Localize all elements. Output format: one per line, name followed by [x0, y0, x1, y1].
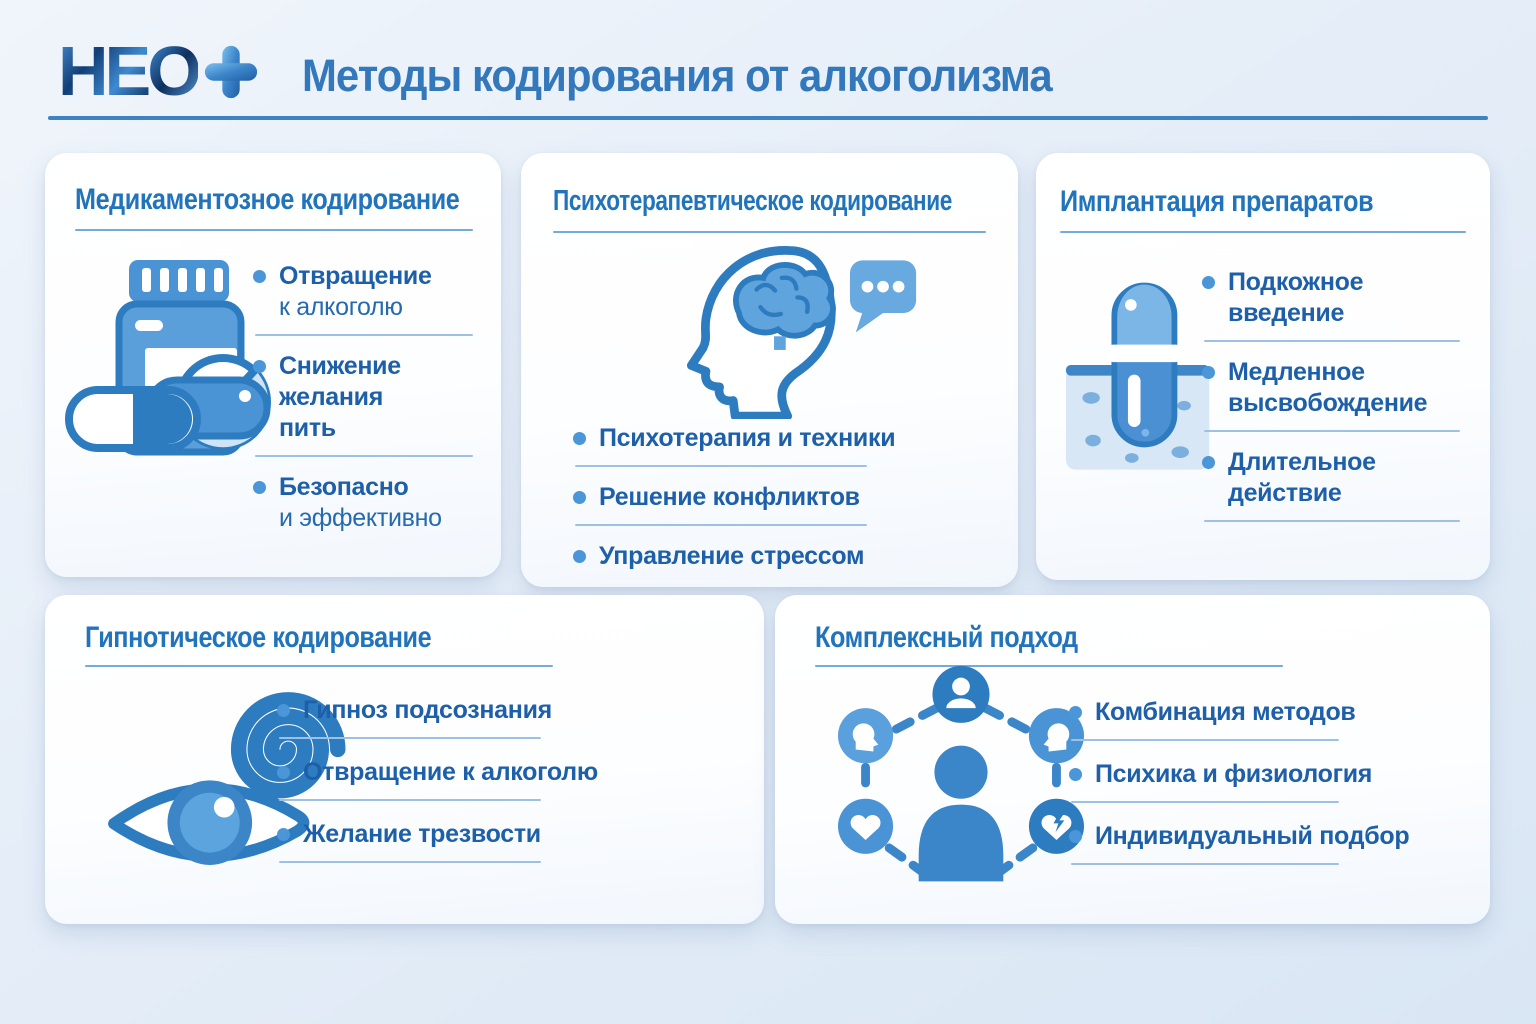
implant-capsule-icon [1064, 247, 1219, 487]
item-line: Комбинация методов [1095, 698, 1356, 726]
list-item [1069, 697, 1469, 728]
item-line: Управление стрессом [599, 542, 865, 570]
bullet-dot-icon [1069, 830, 1082, 843]
item-divider [1071, 863, 1339, 865]
bullet-list [573, 423, 973, 572]
list-item [277, 757, 717, 788]
item-line: Отвращение к алкоголю [303, 758, 598, 786]
logo-neo-text: НЕО [58, 32, 198, 110]
item-line: Психика и физиология [1095, 760, 1373, 788]
item-line: Индивидуальный подбор [1095, 822, 1410, 850]
list-item [1202, 357, 1482, 419]
item-line: Подкожное введение [1228, 268, 1364, 327]
list-item [1202, 267, 1482, 329]
bullet-dot-icon [573, 432, 586, 445]
item-line: Безопасно [279, 473, 409, 501]
item-line: пить [279, 414, 336, 442]
header-divider [48, 116, 1488, 120]
bullet-dot-icon [277, 704, 290, 717]
item-line: высвобождение [1228, 389, 1428, 417]
item-line: Решение конфликтов [599, 483, 860, 511]
card-title: Имплантация препаратов [1060, 185, 1374, 218]
list-item [277, 819, 717, 850]
item-line: Снижение желания [279, 352, 401, 411]
item-line: Гипноз подсознания [303, 696, 552, 724]
bullet-dot-icon [253, 270, 266, 283]
bullet-dot-icon [253, 360, 266, 373]
bullet-dot-icon [1202, 366, 1215, 379]
card-title: Комплексный подход [815, 621, 1078, 654]
item-divider [279, 861, 541, 863]
pill-bottle-icon [63, 249, 278, 469]
bullet-dot-icon [573, 550, 586, 563]
item-line: Длительное действие [1228, 448, 1376, 507]
bullet-dot-icon [1069, 768, 1082, 781]
bullet-list [1069, 697, 1469, 883]
list-item [253, 351, 493, 444]
item-divider [255, 455, 473, 457]
card-psychotherapy-coding [521, 153, 1018, 587]
list-item [1069, 821, 1469, 852]
card-medication-coding [45, 153, 501, 577]
card-hypnotic-coding [45, 595, 764, 924]
item-divider [1204, 520, 1460, 522]
item-divider [255, 334, 473, 336]
brand-logo [58, 32, 260, 110]
bullet-dot-icon [253, 481, 266, 494]
item-divider [575, 465, 867, 467]
card-title: Медикаментозное кодирование [75, 183, 460, 216]
list-item [1202, 447, 1482, 509]
page-title: Методы кодирования от алкоголизма [302, 50, 1052, 101]
card-drug-implantation [1036, 153, 1490, 580]
item-line: Психотерапия и техники [599, 424, 896, 452]
logo-plus-icon [202, 43, 260, 106]
list-item [277, 695, 717, 726]
item-divider [1204, 340, 1460, 342]
head-brain-speech-icon [626, 239, 926, 424]
item-line: Желание трезвости [303, 820, 541, 848]
item-divider [575, 524, 867, 526]
card-title-rule [1060, 231, 1466, 233]
item-divider [1204, 430, 1460, 432]
card-title: Психотерапевтическое кодирование [553, 185, 952, 217]
bullet-dot-icon [1202, 276, 1215, 289]
list-item [1069, 759, 1469, 790]
list-item [573, 423, 973, 454]
person-network-icon [827, 657, 1095, 910]
card-title: Гипнотическое кодирование [85, 621, 432, 654]
bullet-dot-icon [277, 766, 290, 779]
item-divider [279, 737, 541, 739]
bullet-dot-icon [277, 828, 290, 841]
bullet-dot-icon [1069, 706, 1082, 719]
item-divider [1071, 801, 1339, 803]
bullet-dot-icon [1202, 456, 1215, 469]
card-title-rule [553, 231, 986, 233]
item-divider [279, 799, 541, 801]
list-item [253, 261, 493, 323]
bullet-list [1202, 267, 1482, 537]
item-line: к алкоголю [279, 293, 403, 321]
card-title-rule [75, 229, 473, 231]
list-item [253, 472, 493, 534]
item-divider [1071, 739, 1339, 741]
bullet-dot-icon [573, 491, 586, 504]
item-line: и эффективно [279, 504, 442, 532]
bullet-list [253, 261, 493, 534]
card-complex-approach [775, 595, 1490, 924]
bullet-list [277, 695, 717, 881]
item-line: Медленное [1228, 358, 1365, 386]
item-line: Отвращение [279, 262, 432, 290]
list-item [573, 482, 973, 513]
list-item [573, 541, 973, 572]
